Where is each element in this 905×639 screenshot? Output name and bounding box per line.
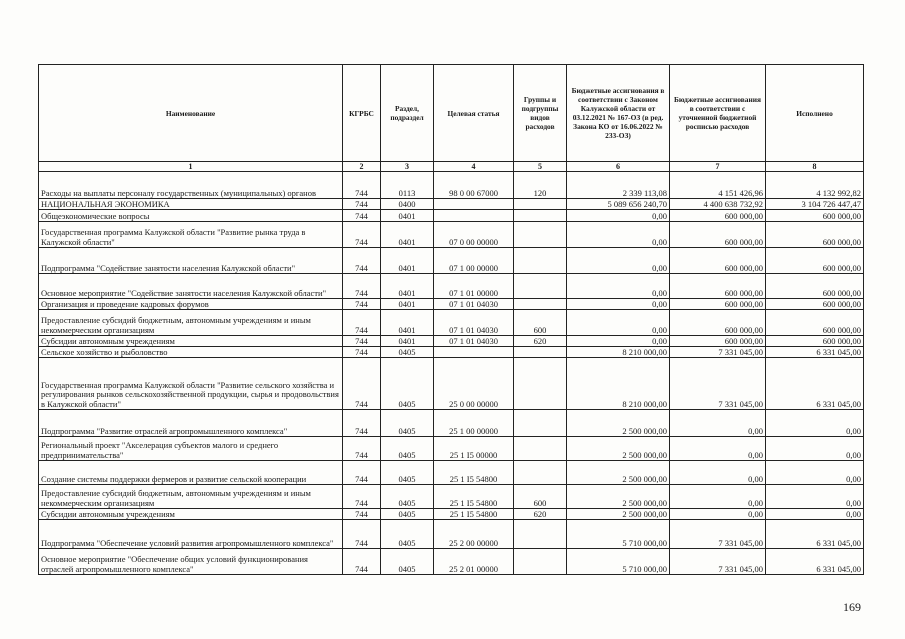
row-section: 0405 [381,485,434,509]
row-law-allocations: 0,00 [567,299,670,310]
table-row [39,461,864,485]
row-revised-allocations: 600 000,00 [670,336,766,347]
column-number: 5 [514,162,567,172]
row-section: 0401 [381,222,434,248]
row-law-allocations: 0,00 [567,336,670,347]
row-target: 07 1 01 00000 [434,274,514,299]
row-section: 0401 [381,299,434,310]
row-target: 25 1 I5 54800 [434,461,514,485]
budget-table [38,64,864,575]
row-executed: 4 132 992,82 [766,172,864,199]
column-number: 7 [670,162,766,172]
row-section: 0405 [381,520,434,549]
table-row [39,437,864,461]
row-revised-allocations: 7 331 045,00 [670,520,766,549]
row-kgrbs: 744 [343,347,381,358]
row-name: Государственная программа Калужской области "Развитие рынка труда в Калужской области" [39,222,343,248]
row-revised-allocations: 0,00 [670,437,766,461]
header-section: Раздел, подраздел [381,65,434,162]
row-kgrbs: 744 [343,248,381,274]
row-section: 0405 [381,347,434,358]
row-revised-allocations: 7 331 045,00 [670,347,766,358]
row-target: 25 2 01 00000 [434,549,514,575]
row-kgrbs: 744 [343,358,381,410]
row-name: Предоставление субсидий бюджетным, автономным учреждениям и иным некоммерческим организациям [39,310,343,336]
table-row [39,520,864,549]
row-executed: 0,00 [766,485,864,509]
row-target: 25 2 00 00000 [434,520,514,549]
row-executed: 6 331 045,00 [766,520,864,549]
column-number: 3 [381,162,434,172]
row-law-allocations: 2 339 113,08 [567,172,670,199]
row-kgrbs: 744 [343,210,381,222]
row-kgrbs: 744 [343,461,381,485]
row-group [514,299,567,310]
row-revised-allocations: 600 000,00 [670,248,766,274]
row-name: Основное мероприятие "Обеспечение общих условий функционирования отраслей агропромышленного комплекса" [39,549,343,575]
table-row [39,172,864,199]
row-law-allocations: 8 210 000,00 [567,358,670,410]
row-executed: 600 000,00 [766,336,864,347]
row-kgrbs: 744 [343,172,381,199]
row-executed: 600 000,00 [766,274,864,299]
row-law-allocations: 0,00 [567,222,670,248]
header-executed: Исполнено [766,65,864,162]
row-group [514,358,567,410]
row-revised-allocations: 600 000,00 [670,274,766,299]
row-group [514,210,567,222]
row-law-allocations: 2 500 000,00 [567,485,670,509]
row-kgrbs: 744 [343,509,381,520]
row-target: 98 0 00 67000 [434,172,514,199]
row-revised-allocations: 600 000,00 [670,210,766,222]
row-executed: 3 104 726 447,47 [766,199,864,210]
row-executed: 600 000,00 [766,210,864,222]
row-target [434,347,514,358]
row-section: 0405 [381,461,434,485]
row-group [514,199,567,210]
row-target [434,210,514,222]
row-group: 600 [514,485,567,509]
table-row [39,310,864,336]
row-group [514,274,567,299]
row-law-allocations: 0,00 [567,248,670,274]
row-target: 07 1 01 04030 [434,299,514,310]
table-row [39,509,864,520]
row-executed: 6 331 045,00 [766,347,864,358]
row-target: 25 1 I5 54800 [434,509,514,520]
row-executed: 0,00 [766,437,864,461]
row-revised-allocations: 0,00 [670,485,766,509]
row-kgrbs: 744 [343,549,381,575]
row-section: 0401 [381,210,434,222]
row-name: Субсидии автономным учреждениям [39,336,343,347]
row-name: Организация и проведение кадровых форумов [39,299,343,310]
row-section: 0405 [381,437,434,461]
row-name: Расходы на выплаты персоналу государственных (муниципальных) органов [39,172,343,199]
row-group [514,520,567,549]
row-name: Основное мероприятие "Содействие занятости населения Калужской области" [39,274,343,299]
row-kgrbs: 744 [343,299,381,310]
row-executed: 0,00 [766,461,864,485]
row-target: 25 0 00 00000 [434,358,514,410]
table-row [39,485,864,509]
row-name: Подпрограмма "Развитие отраслей агропромышленного комплекса" [39,410,343,437]
column-number: 8 [766,162,864,172]
table-row [39,358,864,410]
table-row [39,347,864,358]
row-kgrbs: 744 [343,222,381,248]
row-law-allocations: 0,00 [567,210,670,222]
row-name: Подпрограмма "Содействие занятости населения Калужской области" [39,248,343,274]
table-row [39,199,864,210]
row-name: Общеэкономические вопросы [39,210,343,222]
row-executed: 6 331 045,00 [766,549,864,575]
header-law-allocations: Бюджетные ассигнования в соответствии с Законом Калужской области от 03.12.2021 № 167-ОЗ (в ред. Закона КО от 16.06.2022 № 233-ОЗ) [567,65,670,162]
row-section: 0400 [381,199,434,210]
header-kgrbs: КГРБС [343,65,381,162]
row-section: 0401 [381,336,434,347]
row-law-allocations: 0,00 [567,274,670,299]
row-group [514,437,567,461]
row-revised-allocations: 600 000,00 [670,222,766,248]
table-row [39,336,864,347]
row-target: 07 1 01 04030 [434,336,514,347]
row-group [514,347,567,358]
row-law-allocations: 2 500 000,00 [567,509,670,520]
column-number: 6 [567,162,670,172]
row-name: Предоставление субсидий бюджетным, автономным учреждениям и иным некоммерческим организациям [39,485,343,509]
row-law-allocations: 8 210 000,00 [567,347,670,358]
row-name: Создание системы поддержки фермеров и развитие сельской кооперации [39,461,343,485]
table-row [39,274,864,299]
row-target [434,199,514,210]
row-name: Региональный проект "Акселерация субъектов малого и среднего предпринимательства" [39,437,343,461]
row-law-allocations: 5 089 656 240,70 [567,199,670,210]
row-group [514,549,567,575]
row-executed: 600 000,00 [766,248,864,274]
row-executed: 600 000,00 [766,310,864,336]
row-section: 0401 [381,274,434,299]
row-kgrbs: 744 [343,437,381,461]
row-kgrbs: 744 [343,199,381,210]
row-executed: 0,00 [766,410,864,437]
row-group: 620 [514,336,567,347]
row-revised-allocations: 0,00 [670,461,766,485]
row-revised-allocations: 600 000,00 [670,310,766,336]
row-section: 0401 [381,310,434,336]
row-kgrbs: 744 [343,520,381,549]
column-number: 4 [434,162,514,172]
row-name: Сельское хозяйство и рыболовство [39,347,343,358]
row-name: НАЦИОНАЛЬНАЯ ЭКОНОМИКА [39,199,343,210]
header-group: Группы и подгруппы видов расходов [514,65,567,162]
table-row [39,210,864,222]
column-number: 1 [39,162,343,172]
row-kgrbs: 744 [343,274,381,299]
column-number-row [39,162,864,172]
row-name: Государственная программа Калужской области "Развитие сельского хозяйства и регулирования рынков сельскохозяйственной продукции, сырья и продовольствия в Калужской области" [39,358,343,410]
row-target: 25 1 I5 00000 [434,437,514,461]
table-header-row [39,65,864,162]
header-target: Целевая статья [434,65,514,162]
row-kgrbs: 744 [343,410,381,437]
row-kgrbs: 744 [343,485,381,509]
row-law-allocations: 0,00 [567,310,670,336]
row-law-allocations: 2 500 000,00 [567,437,670,461]
row-group [514,461,567,485]
row-target: 07 1 01 04030 [434,310,514,336]
column-number: 2 [343,162,381,172]
table-row [39,222,864,248]
row-revised-allocations: 4 400 638 732,92 [670,199,766,210]
page-number: 169 [843,600,861,614]
row-executed: 0,00 [766,509,864,520]
table-row [39,248,864,274]
row-section: 0405 [381,410,434,437]
row-target: 07 1 00 00000 [434,248,514,274]
row-section: 0113 [381,172,434,199]
row-revised-allocations: 0,00 [670,509,766,520]
row-kgrbs: 744 [343,336,381,347]
row-revised-allocations: 4 151 426,96 [670,172,766,199]
row-target: 25 1 00 00000 [434,410,514,437]
table-row [39,299,864,310]
row-law-allocations: 2 500 000,00 [567,410,670,437]
row-section: 0405 [381,358,434,410]
row-group [514,410,567,437]
row-kgrbs: 744 [343,310,381,336]
row-target: 07 0 00 00000 [434,222,514,248]
row-revised-allocations: 7 331 045,00 [670,549,766,575]
row-revised-allocations: 0,00 [670,410,766,437]
row-law-allocations: 2 500 000,00 [567,461,670,485]
row-revised-allocations: 7 331 045,00 [670,358,766,410]
row-name: Подпрограмма "Обеспечение условий развития агропромышленного комплекса" [39,520,343,549]
row-executed: 600 000,00 [766,299,864,310]
row-name: Субсидии автономным учреждениям [39,509,343,520]
row-executed: 600 000,00 [766,222,864,248]
row-executed: 6 331 045,00 [766,358,864,410]
row-section: 0405 [381,549,434,575]
table-row [39,549,864,575]
row-group: 620 [514,509,567,520]
row-group: 600 [514,310,567,336]
row-group [514,248,567,274]
row-section: 0405 [381,509,434,520]
row-law-allocations: 5 710 000,00 [567,549,670,575]
row-group: 120 [514,172,567,199]
header-revised-allocations: Бюджетные ассигнования в соответствии с уточненной бюджетной росписью расходов [670,65,766,162]
row-revised-allocations: 600 000,00 [670,299,766,310]
table-row [39,410,864,437]
row-law-allocations: 5 710 000,00 [567,520,670,549]
row-target: 25 1 I5 54800 [434,485,514,509]
row-group [514,222,567,248]
header-name: Наименование [39,65,343,162]
row-section: 0401 [381,248,434,274]
